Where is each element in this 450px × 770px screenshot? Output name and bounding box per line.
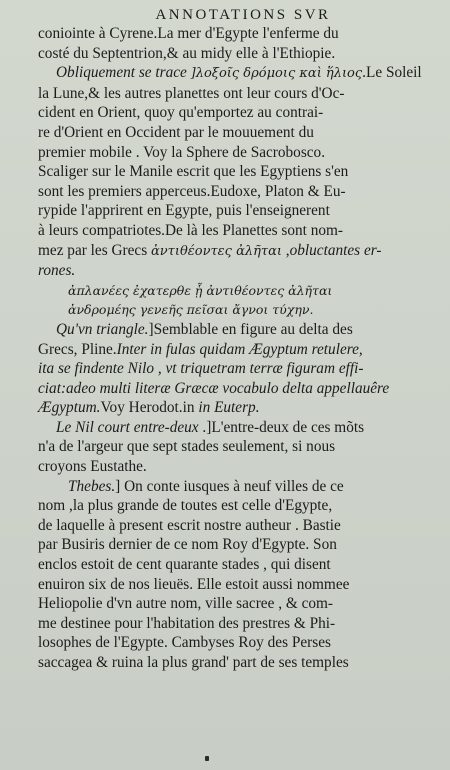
text-line: [38, 457, 428, 477]
text-line: [38, 418, 428, 438]
text-segment: rypide l'apprirent en Egypte, puis l'enseignerent: [38, 202, 330, 220]
text-segment: in Euterp.: [198, 399, 260, 417]
text-segment: Le Nil court entre-deux: [56, 418, 199, 436]
text-segment: sont les premiers apperceus.Eudoxe, Platon & Eu-: [38, 182, 346, 200]
ink-mark: [205, 756, 209, 761]
text-line: [38, 633, 428, 653]
text-line: [38, 103, 428, 123]
text-segment: croyons Eustathe.: [38, 458, 147, 476]
text-line: [38, 143, 428, 163]
text-line: [38, 496, 428, 516]
text-line: [38, 281, 428, 301]
text-line: [38, 516, 428, 536]
text-segment: saccagea & ruina la plus grand' part de ses temples: [38, 654, 349, 671]
text-segment: .Le Soleil: [362, 64, 422, 82]
text-segment: Heliopolie d'vn autre nom, ville sacree , & com-: [38, 595, 334, 613]
text-segment: losophes de l'Egypte. Cambyses Roy des Perses: [38, 634, 331, 652]
text-line: [38, 182, 428, 202]
text-line: [38, 261, 428, 281]
text-segment: nom ,la plus grande de toutes est celle d'Egypte,: [38, 497, 333, 515]
text-segment: ,: [281, 241, 290, 259]
text-segment: obluctantes er-: [289, 241, 382, 259]
text-segment: ]λοξοῖς δρόμοις καὶ ἥλιος: [190, 66, 363, 82]
text-segment: à leurs compatriotes.De là les Planettes sont nom-: [38, 221, 344, 239]
text-line: [38, 653, 428, 673]
text-segment: ] On conte iusques à neuf villes de ce: [115, 477, 344, 495]
text-line: [38, 379, 428, 399]
text-segment: mez par les Grecs: [38, 241, 151, 259]
text-line: [38, 359, 428, 379]
text-line: [38, 320, 428, 340]
text-segment: enclos estoit de cent quarante stades , qui disent: [38, 556, 331, 574]
text-line: [38, 300, 428, 320]
text-segment: ἀνδρομέης γενεῆς πεῖσαι ἄγνοι τύχην.: [68, 302, 314, 318]
text-line: [38, 24, 428, 44]
text-line: [38, 594, 428, 614]
text-segment: Grecs, Pline.: [38, 340, 117, 358]
text-segment: costé du Septentrion,& au midy elle à l'Ethiopie.: [38, 44, 336, 62]
text-line: [38, 437, 428, 457]
text-segment: me destinee pour l'habitation des prestres & Phi-: [38, 614, 336, 632]
annotation-text: [38, 24, 428, 673]
text-segment: premier mobile . Voy la Sphere de Sacrobosco.: [38, 143, 326, 161]
text-segment: enuiron six de nos lieuës. Elle estoit aussi nommee: [38, 575, 350, 593]
text-segment: ]Semblable en figure au delta des: [148, 320, 353, 338]
text-segment: ἀπλανέες ἐχατερθε ᾗ ἀντιθέοντες ἀλῆται: [68, 282, 333, 298]
text-segment: cident en Orient, quoy qu'emportez au contrai-: [38, 104, 324, 122]
text-segment: rones.: [38, 262, 76, 280]
text-line: [38, 340, 428, 360]
text-line: [38, 63, 428, 84]
text-line: [38, 535, 428, 555]
text-line: [38, 221, 428, 241]
text-segment: Qu'vn triangle.: [56, 320, 149, 338]
text-segment: re d'Orient en Occident par le mouuement du: [38, 123, 314, 141]
running-header: ANNOTATIONS SVR: [155, 7, 331, 23]
text-segment: ciat:adeo multi literæ Græcæ vocabulo delta appellauêre: [38, 379, 390, 397]
text-segment: .]L'entre-deux de ces mõts: [198, 418, 365, 436]
text-segment: ita se findente Nilo , vt triquetram terræ figuram effi-: [38, 360, 364, 378]
text-segment: Scaliger sur le Manile escrit que les Egyptiens s'en: [38, 163, 349, 181]
text-line: [38, 84, 428, 104]
text-segment: la Lune,& les autres planettes ont leur cours d'Oc-: [38, 84, 345, 102]
text-line: [38, 398, 428, 418]
text-line: [38, 162, 428, 182]
text-line: [38, 614, 428, 634]
text-line: [38, 241, 428, 262]
text-segment: par Busiris dernier de ce nom Roy d'Egypte. Son: [38, 536, 337, 554]
text-line: [38, 123, 428, 143]
text-segment: coniointe à Cyrene.La mer d'Egypte l'enferme du: [38, 25, 339, 42]
text-segment: de laquelle à present escrit nostre autheur . Bastie: [38, 516, 341, 534]
text-segment: Inter in fulas quidam Ægyptum retulere,: [116, 340, 363, 358]
text-line: [38, 201, 428, 221]
text-line: [38, 477, 428, 497]
text-segment: Voy Herodot.in: [100, 399, 199, 417]
text-line: [38, 555, 428, 575]
text-segment: ἀντιθέοντες ἀλῆται: [150, 243, 282, 259]
text-line: [38, 575, 428, 595]
text-segment: Obliquement se trace: [56, 64, 191, 82]
text-line: [38, 44, 428, 64]
text-segment: Thebes.: [68, 477, 116, 495]
text-segment: n'a de l'argeur que sept stades seulement, si nous: [38, 438, 336, 456]
text-segment: Ægyptum.: [38, 399, 101, 417]
